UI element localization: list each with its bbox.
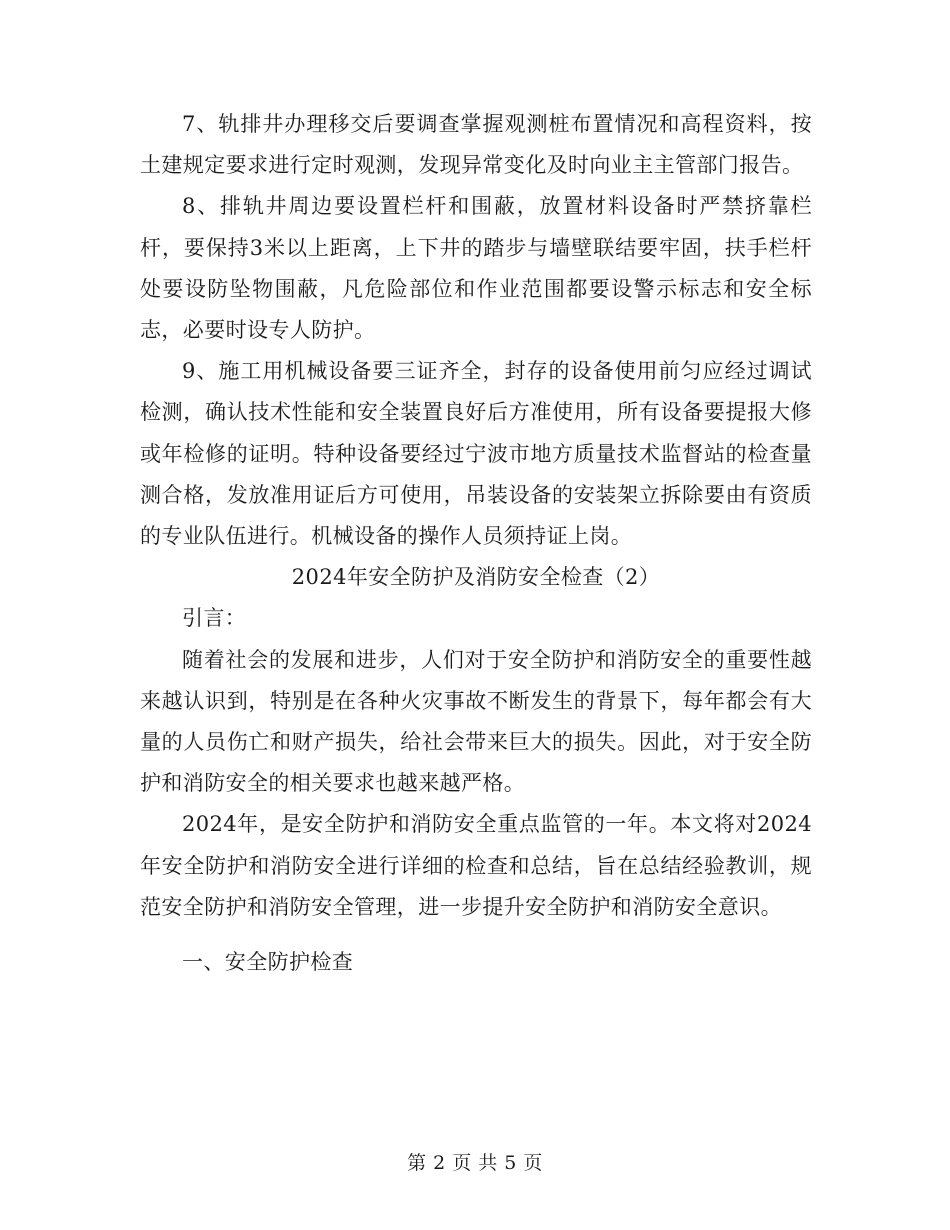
- paragraph-item-7: 7、轨排井办理移交后要调查掌握观测桩布置情况和高程资料，按土建规定要求进行定时观测，发现异常变化及时向业主主管部门报告。: [140, 112, 812, 178]
- intro-label: 引言：: [182, 606, 247, 631]
- intro-paragraph-2: 2024年，是安全防护和消防安全重点监管的一年。本文将对2024年安全防护和消防安全进行详细的检查和总结，旨在总结经验教训，规范安全防护和消防安全管理，进一步提升安全防护和消防安全意识。: [140, 812, 812, 919]
- intro-paragraph-1: 随着社会的发展和进步，人们对于安全防护和消防安全的重要性越来越认识到，特别是在各种火灾事故不断发生的背景下，每年都会有大量的人员伤亡和财产损失，给社会带来巨大的损失。因此，对于安全防护和消防安全的相关要求也越来越严格。: [140, 647, 812, 796]
- heading-safety-inspection: 一、安全防护检查: [182, 950, 354, 975]
- document-body: [140, 104, 812, 983]
- paragraph-item-9: 9、施工用机械设备要三证齐全，封存的设备使用前匀应经过调试检测，确认技术性能和安全装置良好后方准使用，所有设备要提报大修或年检修的证明。特种设备要经过宁波市地方质量技术监督站的检查量测合格，发放准用证后方可使用，吊装设备的安装架立拆除要由有资质的专业队伍进行。机械设备的操作人员须持证上岗。: [140, 359, 812, 549]
- paragraph-item-8: 8、排轨井周边要设置栏杆和围蔽，放置材料设备时严禁挤靠栏杆，要保持3米以上距离，上下井的踏步与墙壁联结要牢固，扶手栏杆处要设防坠物围蔽，凡危险部位和作业范围都要设警示标志和安全标志，必要时设专人防护。: [140, 194, 812, 343]
- section-title: 2024年安全防护及消防安全检查（2）: [291, 565, 661, 590]
- page-footer: 第 2 页 共 5 页: [407, 1152, 543, 1174]
